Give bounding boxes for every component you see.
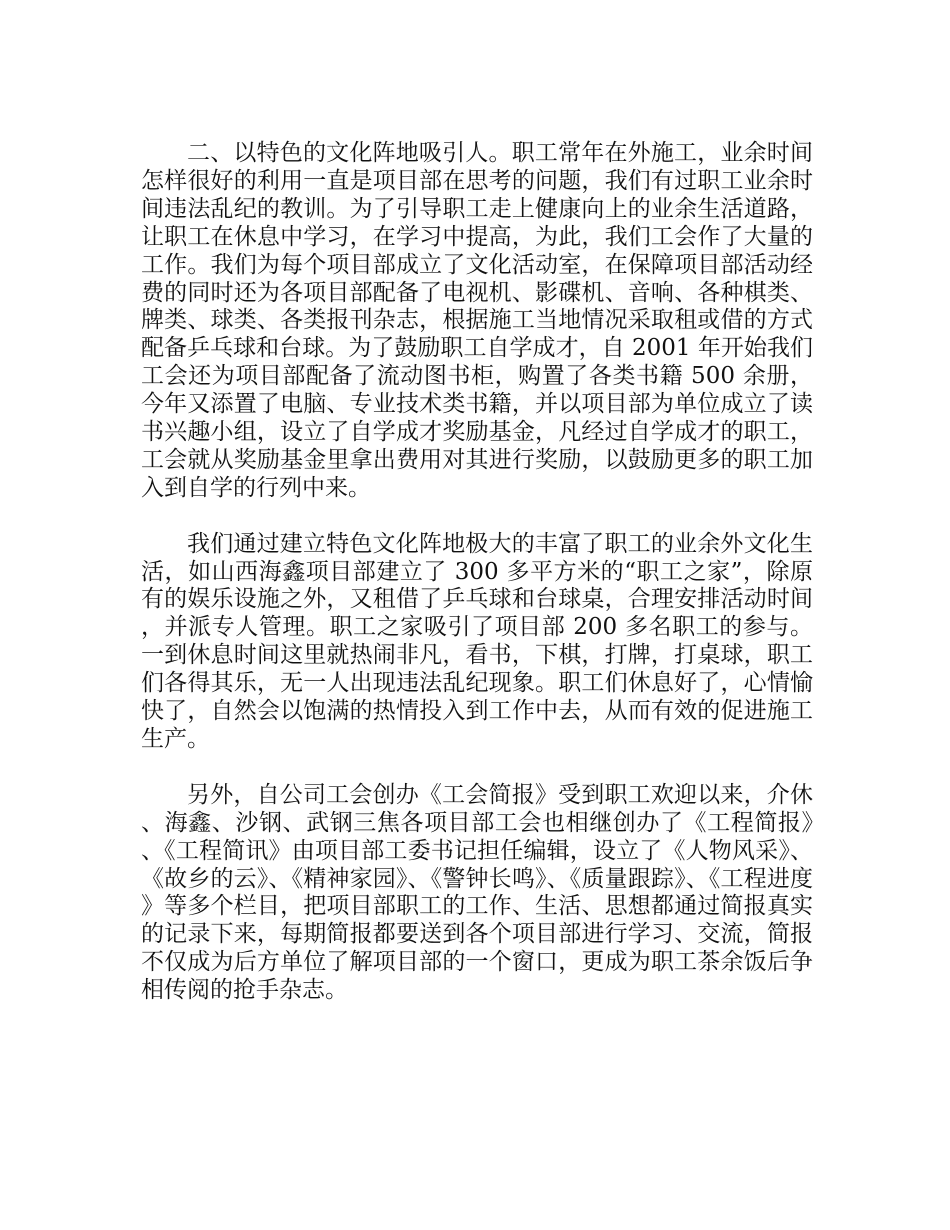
document-body (141, 140, 813, 1005)
paragraph-staff-home: 我们通过建立特色文化阵地极大的丰富了职工的业余外文化生活，如山西海鑫项目部建立了 300 多平方米的“职工之家”，除原有的娱乐设施之外，又租借了乒乓球和台球桌，合理安排活动时间，并派专人管理。职工之家吸引了项目部 200 多名职工的参与。一到休息时间这里就热闹非凡，看书，下棋，打牌，打桌球，职工们各得其乐，无一人出现违法乱纪现象。职工们休息好了，心情愉快了，自然会以饱满的热情投入到工作中去，从而有效的促进施工生产。 (141, 530, 813, 753)
paragraph-culture-base: 二、以特色的文化阵地吸引人。职工常年在外施工，业余时间怎样很好的利用一直是项目部在思考的问题，我们有过职工业余时间违法乱纪的教训。为了引导职工走上健康向上的业余生活道路，让职工在休息中学习，在学习中提高，为此，我们工会作了大量的工作。我们为每个项目部成立了文化活动室，在保障项目部活动经费的同时还为各项目部配备了电视机、影碟机、音响、各种棋类、牌类、球类、各类报刊杂志，根据施工当地情况采取租或借的方式配备乒乓球和台球。为了鼓励职工自学成才，自 2001 年开始我们工会还为项目部配备了流动图书柜，购置了各类书籍 500 余册，今年又添置了电脑、专业技术类书籍，并以项目部为单位成立了读书兴趣小组，设立了自学成才奖励基金，凡经过自学成才的职工，工会就从奖励基金里拿出费用对其进行奖励，以鼓励更多的职工加入到自学的行列中来。 (141, 140, 813, 501)
paragraph-bulletin: 另外，自公司工会创办《工会简报》受到职工欢迎以来，介休、海鑫、沙钢、武钢三焦各项目部工会也相继创办了《工程简报》、《工程简讯》由项目部工委书记担任编辑，设立了《人物风采》、《故乡的云》、《精神家园》、《警钟长鸣》、《质量跟踪》、《工程进度》等多个栏目，把项目部职工的工作、生活、思想都通过简报真实的记录下来，每期简报都要送到各个项目部进行学习、交流，简报不仅成为后方单位了解项目部的一个窗口，更成为职工茶余饭后争相传阅的抢手杂志。 (141, 781, 814, 1004)
